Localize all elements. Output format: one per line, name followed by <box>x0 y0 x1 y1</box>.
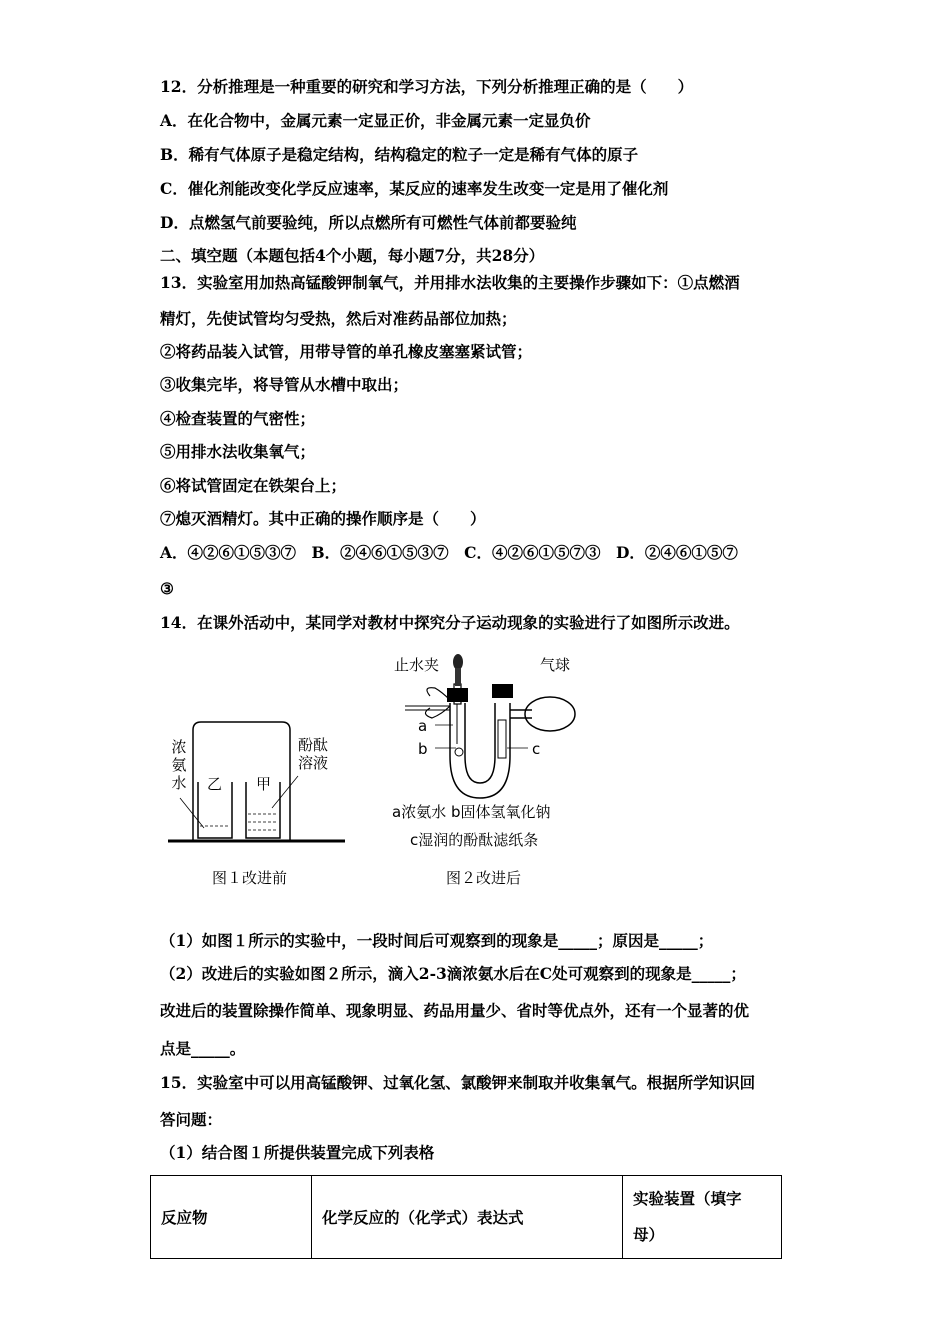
left-stopper <box>447 688 468 702</box>
fig2-label-a: a <box>418 717 428 735</box>
table-header-apparatus <box>623 1176 782 1259</box>
fig2-label-b: b <box>418 740 428 758</box>
q12-stem: 12．分析推理是一种重要的研究和学习方法，下列分析推理正确的是（ ） <box>160 77 694 96</box>
q15-part1: （1）结合图１所提供装置完成下列表格 <box>160 1143 435 1162</box>
balloon <box>525 697 575 731</box>
table-header-equation: 化学反应的（化学式）表达式 <box>312 1176 623 1259</box>
table-row <box>151 1176 782 1259</box>
right-stopper <box>492 684 513 698</box>
fig2-caption: 图２改进后 <box>446 869 522 887</box>
q15-stem-line1: 15．实验室中可以用高锰酸钾、过氧化氢、氯酸钾来制取并收集氧气。根据所学知识回 <box>160 1073 756 1092</box>
fig2-balloon-label: 气球 <box>540 656 571 674</box>
u-tube-outer <box>450 756 510 798</box>
q13-step-6: ⑥将试管固定在铁架台上； <box>160 476 347 495</box>
q14-figure <box>160 648 620 898</box>
q14-part1: （1）如图１所示的实验中，一段时间后可观察到的现象是_____；原因是_____； <box>160 931 714 950</box>
fig2-clamp-label: 止水夹 <box>394 656 440 674</box>
u-tube-inner <box>465 756 495 783</box>
q14-part2-line2: 改进后的装置除操作简单、现象明显、药品用量少、省时等优点外，还有一个显著的优 <box>160 1001 750 1020</box>
fig1-caption: 图１改进前 <box>212 869 288 887</box>
section-title: 二、填空题（本题包括4个小题，每小题7分，共28分） <box>160 246 545 265</box>
q14-part2-line3: 点是_____。 <box>160 1039 246 1058</box>
table-header-reactant: 反应物 <box>151 1176 312 1259</box>
q12-option-a: A．在化合物中，金属元素一定显正价，非金属元素一定显负价 <box>160 111 591 130</box>
q12-option-c: C．催化剂能改变化学反应速率，某反应的速率发生改变一定是用了催化剂 <box>160 179 669 198</box>
q12-option-b: B．稀有气体原子是稳定结构，结构稳定的粒子一定是稀有气体的原子 <box>160 145 639 164</box>
q13-stem-line1: 13．实验室用加热高锰酸钾制氧气，并用排水法收集的主要操作步骤如下：①点燃酒 <box>160 273 740 292</box>
q12-option-d: D．点燃氢气前要验纯，所以点燃所有可燃性气体前都要验纯 <box>160 213 577 232</box>
q13-step-7: ⑦熄灭酒精灯。其中正确的操作顺序是（ ） <box>160 509 486 528</box>
fig1-label-ammonia: 浓 氨 水 <box>171 738 187 792</box>
table-header-apparatus-line1: 实验装置（填字 <box>633 1189 742 1208</box>
q13-options: A．④②⑥①⑤③⑦ B．②④⑥①⑤③⑦ C．④②⑥①⑤⑦③ D．②④⑥①⑤⑦ <box>160 543 738 562</box>
q13-step-2: ②将药品装入试管，用带导管的单孔橡皮塞塞紧试管； <box>160 342 533 361</box>
q14-part2-line1: （2）改进后的实验如图２所示，滴入2-3滴浓氨水后在C处可观察到的现象是_____； <box>160 964 746 983</box>
fig2-legend-line1: a浓氨水 b固体氢氧化钠 <box>392 803 551 821</box>
fig1-beaker-yi-label: 乙 <box>207 775 223 793</box>
dropper-bulb <box>453 654 463 670</box>
q13-step-3: ③收集完毕，将导管从水槽中取出； <box>160 375 409 394</box>
fig2-legend-line2: c湿润的酚酞滤纸条 <box>410 831 539 849</box>
q15-table <box>150 1175 782 1259</box>
q13-step-4: ④检查装置的气密性； <box>160 409 316 428</box>
q13-options-wrap: ③ <box>160 579 174 598</box>
fig2-label-c: c <box>532 740 541 758</box>
table-header-apparatus-line2: 母） <box>633 1225 665 1244</box>
q13-step-5: ⑤用排水法收集氧气； <box>160 442 316 461</box>
fig1-beaker-jia-label: 甲 <box>256 775 272 793</box>
fig1-label-phenolphthalein: 酚酞 溶液 <box>298 736 329 772</box>
q15-stem-line2: 答问题： <box>160 1110 223 1129</box>
q14-stem: 14．在课外活动中，某同学对教材中探究分子运动现象的实验进行了如图所示改进。 <box>160 613 740 632</box>
figure-drawing <box>160 648 620 898</box>
q13-stem-line2: 精灯，先使试管均匀受热，然后对准药品部位加热； <box>160 309 517 328</box>
